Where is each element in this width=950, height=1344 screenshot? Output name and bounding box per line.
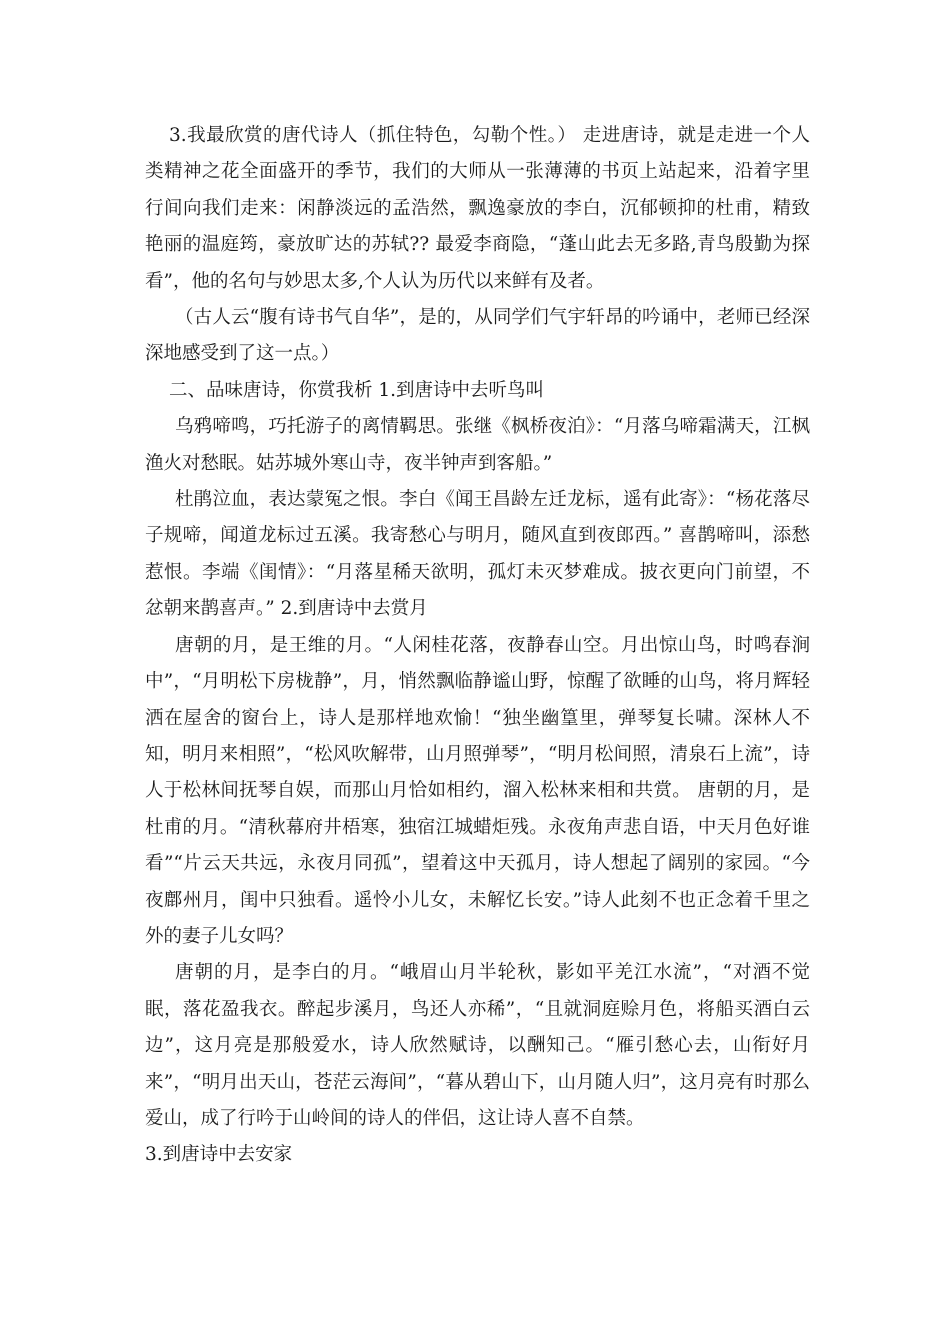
section-heading-home: 3.到唐诗中去安家: [145, 1144, 293, 1166]
document-body: [145, 118, 810, 1174]
paragraph-crow: 乌鸦啼鸣，巧托游子的离情羁思。张继《枫桥夜泊》：“月落乌啼霜满天，江枫渔火对愁眠。姑苏城外寒山寺，夜半钟声到客船。”: [145, 416, 810, 474]
paragraph-libai-moon: 唐朝的月，是李白的月。“峨眉山月半轮秋，影如平羌江水流”，“对酒不觉眠，落花盈我衣。醉起步溪月，鸟还人亦稀”，“且就洞庭赊月色，将船买酒白云边”，这月亮是那般爱水，诗人欣然赋诗，以酬知己。“雁引愁心去，山衔好月来”，“明月出天山，苍茫云海间”，“暮从碧山下，山月随人归”，这月亮有时那么爱山，成了行吟于山岭间的诗人的伴侣，这让诗人喜不自禁。: [145, 962, 810, 1129]
paragraph-favorite-poet: 3.我最欣赏的唐代诗人（抓住特色，勾勒个性。） 走进唐诗，就是走进一个人类精神之花全面盛开的季节，我们的大师从一张薄薄的书页上站起来，沿着字里行间向我们走来：闲静淡远的孟浩然，飘逸豪放的李白，沉郁顿抑的杜甫，精致艳丽的温庭筠，豪放旷达的苏轼?? 最爱李商隐，“蓬山此去无多路,青鸟殷勤为探看”，他的名句与妙思太多,个人认为历代以来鲜有及者。: [145, 125, 810, 292]
section-heading-appreciation: 二、品味唐诗，你赏我析 1.到唐诗中去听鸟叫: [169, 379, 545, 401]
paragraph-cuckoo-magpie: 杜鹃泣血，表达蒙冤之恨。李白《闻王昌龄左迁龙标，遥有此寄》：“杨花落尽子规啼，闻道龙标过五溪。我寄愁心与明月，随风直到夜郎西。” 喜鹊啼叫，添愁惹恨。李端《闺情》：“月落星稀天欲明，孤灯未灭梦难成。披衣更向门前望，不忿朝来鹊喜声。” 2.到唐诗中去赏月: [145, 489, 810, 620]
paragraph-teacher-remark: （古人云“腹有诗书气自华”，是的，从同学们气宇轩昂的吟诵中，老师已经深深地感受到了这一点。）: [145, 307, 810, 365]
paragraph-wangwei-dufu-moon: 唐朝的月，是王维的月。“人闲桂花落，夜静春山空。月出惊山鸟，时鸣春涧中”，“月明松下房栊静”，月，悄然飘临静谧山野，惊醒了欲睡的山鸟，将月辉轻洒在屋舍的窗台上，诗人是那样地欢愉！“独坐幽篁里，弹琴复长啸。深林人不知，明月来相照”，“松风吹解带，山月照弹琴”，“明月松间照，清泉石上流”，诗人于松林间抚琴自娱，而那山月恰如相约，溜入松林来相和共赏。 唐朝的月，是杜甫的月。“清秋幕府井梧寒，独宿江城蜡炬残。永夜角声悲自语，中天月色好谁看”“片云天共远，永夜月同孤”，望着这中天孤月，诗人想起了阔别的家园。“今夜鄜州月，闺中只独看。遥怜小儿女，未解忆长安。”诗人此刻不也正念着千里之外的妻子儿女吗？: [145, 634, 810, 947]
